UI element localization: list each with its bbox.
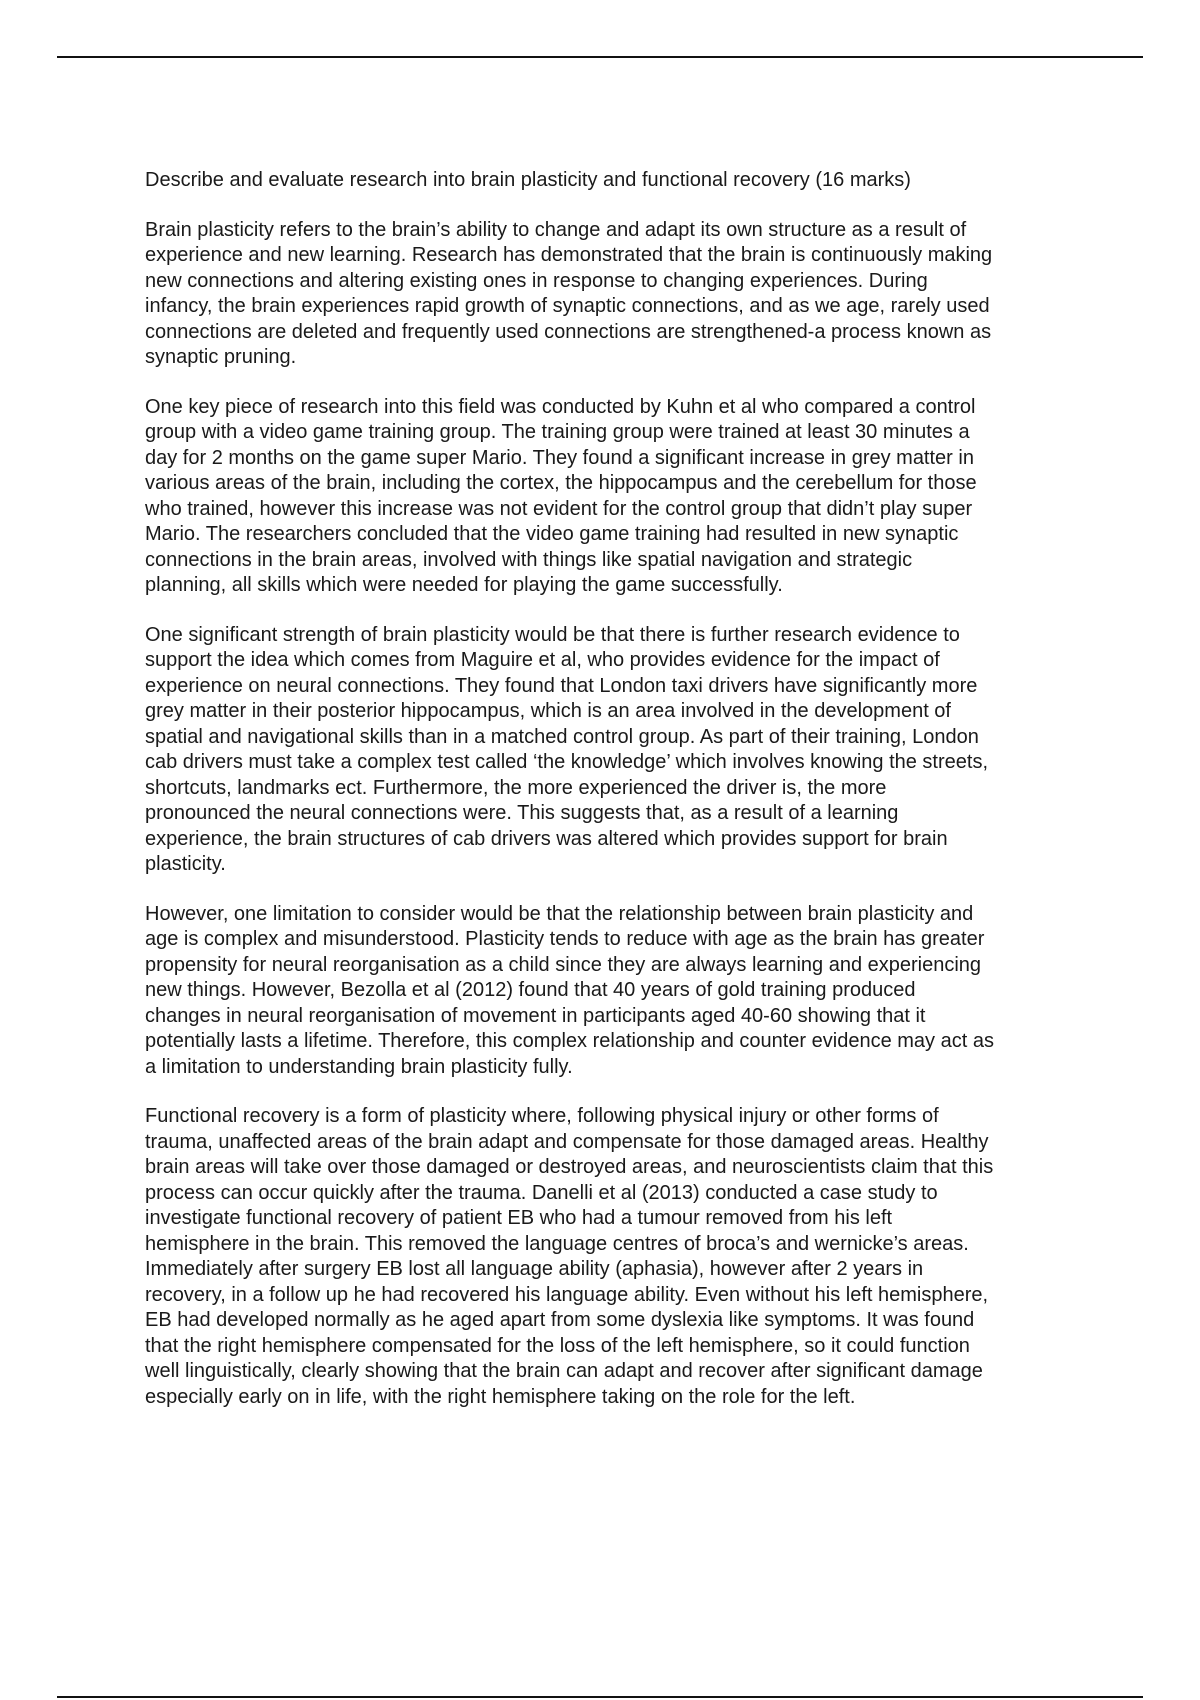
paragraph-maguire-strength: One significant strength of brain plasticity would be that there is further research evidence to support the idea which comes from Maguire et al, who provides evidence for the impact of experience on neural connections. They found that London taxi drivers have significantly more grey matter in their posterior hippocampus, which is an area involved in the development of spatial and navigational skills than in a matched control group. As part of their training, London cab drivers must take a complex test called ‘the knowledge’ which involves knowing the streets, shortcuts, landmarks ect. Furthermore, the more experienced the driver is, the more pronounced the neural connections were. This suggests that, as a result of a learning experience, the brain structures of cab drivers was altered which provides support for brain plasticity. (145, 623, 988, 875)
paragraph-plasticity-definition: Brain plasticity refers to the brain’s ability to change and adapt its own structure as a result of experience and new learning. Research has demonstrated that the brain is continuously making new connections and altering existing ones in response to changing experiences. During infancy, the brain experiences rapid growth of synaptic connections, and as we age, rarely used connections are deleted and frequently used connections are strengthened-a process known as synaptic pruning. (145, 218, 993, 368)
paragraph-kuhn-research: One key piece of research into this field was conducted by Kuhn et al who compared a control group with a video game training group. The training group were trained at least 30 minutes a day for 2 months on the game super Mario. They found a significant increase in grey matter in various areas of the brain, including the cortex, the hippocampus and the cerebellum for those who trained, however this increase was not evident for the control group that didn’t play super Mario. The researchers concluded that the video game training had resulted in new synaptic connections in the brain areas, involved with things like spatial navigation and strategic planning, all skills which were needed for playing the game successfully. (145, 395, 977, 596)
paragraph-functional-recovery: Functional recovery is a form of plasticity where, following physical injury or other forms of trauma, unaffected areas of the brain adapt and compensate for those damaged areas. Healthy brain areas will take over those damaged or destroyed areas, and neuroscientists claim that this process can occur quickly after the trauma. Danelli et al (2013) conducted a case study to investigate functional recovery of patient EB who had a tumour removed from his left hemisphere in the brain. This removed the language centres of broca’s and wernicke’s areas. Immediately after surgery EB lost all language ability (aphasia), however after 2 years in recovery, in a follow up he had recovered his language ability. Even without his left hemisphere, EB had developed normally as he aged apart from some dyslexia like symptoms. It was found that the right hemisphere compensated for the loss of the left hemisphere, so it could function well linguistically, clearly showing that the brain can adapt and recover after significant damage especially early on in life, with the right hemisphere taking on the role for the left. (145, 1105, 994, 1408)
essay-body (145, 168, 1095, 1434)
bottom-divider (57, 1696, 1143, 1698)
essay-question-title: Describe and evaluate research into brain plasticity and functional recovery (16 marks) (145, 169, 911, 191)
top-divider (57, 56, 1143, 58)
paragraph-age-limitation: However, one limitation to consider would be that the relationship between brain plasticity and age is complex and misunderstood. Plasticity tends to reduce with age as the brain has greater propensity for neural reorganisation as a child since they are always learning and experiencing new things. However, Bezolla et al (2012) found that 40 years of gold training produced changes in neural reorganisation of movement in participants aged 40-60 showing that it potentially lasts a lifetime. Therefore, this complex relationship and counter evidence may act as a limitation to understanding brain plasticity fully. (145, 902, 994, 1078)
